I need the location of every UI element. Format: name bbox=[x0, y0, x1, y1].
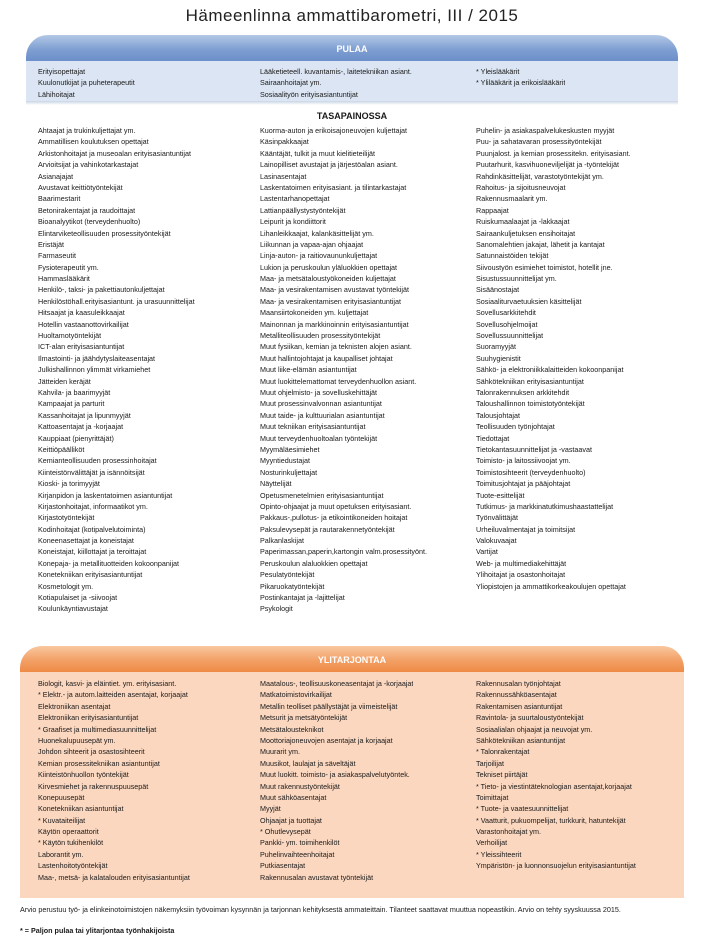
occupation-item: Kauppiaat (pienyrittäjät) bbox=[38, 433, 114, 443]
occupation-item: Psykologit bbox=[260, 604, 293, 614]
occupation-item: Pesulatyöntekijät bbox=[260, 570, 315, 580]
occupation-item: Opetusmenetelmien erityisasiantuntijat bbox=[260, 490, 384, 500]
occupation-item: Paksulevysepät ja rautarakennetyöntekijät bbox=[260, 524, 395, 534]
occupation-item: Pankki- ym. toimihenkilöt bbox=[260, 838, 340, 848]
occupation-item: Lattianpäällystystyöntekijät bbox=[260, 205, 346, 215]
occupation-item: Kuorma-auton ja erikoisajoneuvojen kuljettajat bbox=[260, 126, 408, 135]
occupation-item: Metsurit ja metsätyöntekijät bbox=[260, 713, 348, 723]
occupation-item: Pikaruokatyöntekijät bbox=[260, 581, 325, 591]
occupation-item: Rahoitus- ja sijoitusneuvojat bbox=[476, 182, 566, 192]
occupation-item: Muut ohjelmisto- ja sovelluskehittäjät bbox=[260, 387, 378, 397]
occupation-item: * Kuvataiteilijat bbox=[38, 815, 86, 825]
occupation-item: Maatalous-, teollisuuskoneasentajat ja -korjaajat bbox=[260, 679, 414, 688]
occupation-item: Farmaseutit bbox=[38, 251, 76, 261]
occupation-item: Maa-, metsä- ja kalatalouden erityisasiantuntijat bbox=[38, 872, 190, 882]
occupation-item: Keittiöpäälliköt bbox=[38, 444, 85, 454]
occupation-item: Huoltamotyöntekijät bbox=[38, 331, 102, 341]
occupation-item: Rakennusalan työnjohtajat bbox=[476, 679, 561, 688]
occupation-item: Sairaanhoitajat ym. bbox=[260, 78, 322, 88]
occupation-item: Muurarit ym. bbox=[260, 747, 300, 757]
occupation-item: Yliopistojen ja ammattikorkeakoulujen opettajat bbox=[476, 581, 626, 591]
occupation-item: Myyjät bbox=[260, 804, 281, 814]
occupation-item: Ruiskumaalaajat ja -lakkaajat bbox=[476, 217, 570, 227]
occupation-item: Satunnaistöiden tekijät bbox=[476, 251, 549, 261]
occupation-item: Teollisuuden työnjohtajat bbox=[476, 422, 555, 432]
occupation-item: Matkatoimistovirkailijat bbox=[260, 690, 332, 700]
occupation-item: Toimistosihteerit (terveydenhuolto) bbox=[476, 467, 586, 477]
occupation-item: Jätteiden keräjät bbox=[38, 376, 91, 386]
occupation-item: Ammatillisen koulutuksen opettajat bbox=[38, 137, 149, 147]
occupation-item: Kääntäjät, tulkit ja muut kielitieteilijät bbox=[260, 148, 376, 158]
occupation-item: Kiinteistönhuollon työntekijät bbox=[38, 770, 129, 780]
occupation-item: Sosiaalityön erityisasiantuntijat bbox=[260, 89, 358, 99]
occupation-item: Taloushallinnon toimistotyöntekijät bbox=[476, 399, 585, 409]
occupation-item: * Ohutlevysepät bbox=[260, 827, 311, 837]
occupation-item: Kiinteistönvälittäjät ja isännöitsijät bbox=[38, 467, 145, 477]
occupation-item: Eristäjät bbox=[38, 239, 64, 249]
ylitarjontaa-column-1 bbox=[38, 678, 190, 883]
occupation-item: Muut rakennustyöntekijät bbox=[260, 781, 340, 791]
pulaa-column-2 bbox=[260, 66, 412, 100]
occupation-item: Paperimassan,paperin,kartongin valm.prosessityönt. bbox=[260, 547, 427, 557]
occupation-item: Sovellusarkkitehdit bbox=[476, 308, 536, 318]
occupation-item: Sisustussuunnittelijat ym. bbox=[476, 274, 557, 284]
occupation-item: Siivoustyön esimiehet toimistot, hotellit jne. bbox=[476, 262, 613, 272]
occupation-item: Baarimestarit bbox=[38, 194, 81, 204]
occupation-item: Kotiapulaiset ja -siivoojat bbox=[38, 593, 118, 603]
occupation-item: Talousjohtajat bbox=[476, 410, 520, 420]
occupation-item: Sisäänostajat bbox=[476, 285, 520, 295]
occupation-item: Tiedottajat bbox=[476, 433, 510, 443]
occupation-item: Talonrakennuksen arkkitehdit bbox=[476, 387, 570, 397]
occupation-item: Betonirakentajat ja raudoittajat bbox=[38, 205, 136, 215]
occupation-item: Myymäläesimiehet bbox=[260, 444, 320, 454]
occupation-item: Ylihoitajat ja osastonhoitajat bbox=[476, 570, 566, 580]
occupation-item: * Ylilääkärit ja erikoislääkärit bbox=[476, 78, 566, 88]
page-title: Hämeenlinna ammattibarometri, III / 2015 bbox=[185, 6, 519, 25]
occupation-item: Elintarviketeollisuuden prosessityöntekijät bbox=[38, 228, 171, 238]
occupation-item: Sairaankuljetuksen ensihoitajat bbox=[476, 228, 576, 238]
occupation-item: Lihanleikkaajat, kalankäsittelijät ym. bbox=[260, 228, 374, 238]
occupation-item: Kirjastotyöntekijät bbox=[38, 513, 95, 523]
occupation-item: Kirjanpidon ja laskentatoimen asiantuntijat bbox=[38, 490, 173, 500]
occupation-item: Muut sähköasentajat bbox=[260, 792, 327, 802]
occupation-item: * Graafiset ja multimediasuunnittelijat bbox=[38, 724, 157, 734]
occupation-item: * Yleissihteerit bbox=[476, 849, 522, 859]
ylitarjontaa-column-2 bbox=[260, 678, 413, 883]
occupation-item: Kosmetologit ym. bbox=[38, 581, 94, 591]
ylitarjontaa-header: YLITARJONTAA bbox=[20, 646, 684, 672]
occupation-item: Koneistajat, kiillottajat ja teroittajat bbox=[38, 547, 147, 557]
occupation-item: Rakentamisen asiantuntijat bbox=[476, 701, 563, 711]
occupation-item: Web- ja multimediakehittäjät bbox=[476, 558, 567, 568]
occupation-item: Ympäristön- ja luonnonsuojelun erityisasiantuntijat bbox=[476, 861, 636, 871]
occupation-item: Lukion ja peruskoulun yläluokkien opettajat bbox=[260, 262, 398, 272]
occupation-item: Elektroniikan erityisasiantuntijat bbox=[38, 713, 139, 723]
occupation-item: Lastenhoitotyöntekijät bbox=[38, 861, 108, 871]
occupation-item: Kemianteollisuuden prosessinhoitajat bbox=[38, 456, 157, 466]
occupation-item: Tarjoilijat bbox=[476, 758, 504, 768]
occupation-item: * Elektr.- ja autom.laitteiden asentajat, korjaajat bbox=[38, 690, 188, 700]
occupation-item: * Tuote- ja vaatesuunnittelijat bbox=[476, 804, 569, 814]
occupation-item: Vartijat bbox=[476, 547, 498, 557]
occupation-item: Kuulonutkijat ja puheterapeutit bbox=[38, 78, 135, 88]
tasapainossa-column-2 bbox=[260, 125, 427, 615]
occupation-item: Biologit, kasvi- ja eläintiet. ym. erityisasiant. bbox=[38, 679, 177, 688]
occupation-item: Myyntiedustajat bbox=[260, 456, 310, 466]
occupation-item: Sosiaaliturvaetuuksien käsittelijät bbox=[476, 296, 582, 306]
pulaa-shadow bbox=[26, 101, 678, 105]
occupation-item: Koulunkäyntiavustajat bbox=[38, 604, 108, 614]
occupation-item: Linja-auton- ja raitiovaununkuljettajat bbox=[260, 251, 378, 261]
occupation-item: Muut tekniikan erityisasiantuntijat bbox=[260, 422, 366, 432]
occupation-item: * Tieto- ja viestintäteknologian asentajat,korjaajat bbox=[476, 781, 632, 791]
legend: * = Paljon pulaa tai ylitarjontaa työnhakijoista bbox=[20, 926, 175, 935]
occupation-item: Muut terveydenhuoltoalan työntekijät bbox=[260, 433, 378, 443]
occupation-item: Muut liike-elämän asiantuntijat bbox=[260, 365, 357, 375]
occupation-item: Lasinasentajat bbox=[260, 171, 307, 181]
occupation-item: Kodinhoitajat (kotipalvelutoiminta) bbox=[38, 524, 146, 534]
occupation-item: Avustavat keittiötyöntekijät bbox=[38, 182, 123, 192]
occupation-item: Muut hallintojohtajat ja kaupalliset johtajat bbox=[260, 353, 393, 363]
occupation-item: Ilmastointi- ja jäähdytyslaiteasentajat bbox=[38, 353, 156, 363]
occupation-item: Kioski- ja torimyyjät bbox=[38, 479, 100, 489]
occupation-item: Koneenasettajat ja koneistajat bbox=[38, 536, 134, 546]
occupation-item: Henkilöstöhall.erityisasiantunt. ja urasuunnittelijat bbox=[38, 296, 195, 306]
occupation-item: Toimisto- ja laitossiivoojat ym. bbox=[476, 456, 571, 466]
occupation-item: Erityisopettajat bbox=[38, 67, 86, 76]
occupation-item: * Talonrakentajat bbox=[476, 747, 530, 757]
occupation-item: Sähkö- ja elektroniikkalaitteiden kokoonpanijat bbox=[476, 365, 624, 375]
occupation-item: Konepuusepät bbox=[38, 792, 85, 802]
occupation-item: Hotellin vastaanottovirkailijat bbox=[38, 319, 129, 329]
occupation-item: Pakkaus-,pullotus- ja etikointikoneiden hoitajat bbox=[260, 513, 408, 523]
occupation-item: * Vaatturit, pukuompelijat, turkkurit, hatuntekijät bbox=[476, 815, 626, 825]
ylitarjontaa-column-3 bbox=[476, 678, 636, 872]
occupation-item: Maa- ja metsätaloustyökoneiden kuljettajat bbox=[260, 274, 396, 284]
occupation-item: Ahtaajat ja trukinkuljettajat ym. bbox=[38, 126, 136, 135]
occupation-item: Moottoriajoneuvojen asentajat ja korjaajat bbox=[260, 735, 393, 745]
occupation-item: Hitsaajat ja kaasuleikkaajat bbox=[38, 308, 125, 318]
occupation-item: Tekniset piirtäjät bbox=[476, 770, 528, 780]
occupation-item: Arkistonhoitajat ja museoalan erityisasiantuntijat bbox=[38, 148, 192, 158]
occupation-item: Työnvälittäjät bbox=[476, 513, 518, 523]
occupation-item: Puunjalost. ja kemian prosessitekn. erityisasiant. bbox=[476, 148, 631, 158]
occupation-item: Muut taide- ja kulttuurialan asiantuntijat bbox=[260, 410, 385, 420]
occupation-item: Tutkimus- ja markkinatutkimushaastattelijat bbox=[476, 501, 614, 511]
occupation-item: Sähkötekniikan asiantuntijat bbox=[476, 735, 566, 745]
occupation-item: Konepaja- ja metallituotteiden kokoonpanijat bbox=[38, 558, 180, 568]
occupation-item: Ravintola- ja suurtaloustyöntekijät bbox=[476, 713, 584, 723]
occupation-item: Tuote-esittelijät bbox=[476, 490, 525, 500]
pulaa-column-3 bbox=[476, 66, 565, 89]
occupation-item: Sovellussuunnittelijat bbox=[476, 331, 544, 341]
occupation-item: Suoramyyjät bbox=[476, 342, 516, 352]
occupation-item: Ohjaajat ja tuottajat bbox=[260, 815, 322, 825]
occupation-item: Metalliteollisuuden prosessityöntekijät bbox=[260, 331, 381, 341]
occupation-item: Puu- ja sahatavaran prosessityöntekijät bbox=[476, 137, 602, 147]
occupation-item: Muut luokitt. toimisto- ja asiakaspalvelutyöntek. bbox=[260, 770, 410, 780]
occupation-item: Peruskoulun alaluokkien opettajat bbox=[260, 558, 368, 568]
occupation-item: Leipurit ja kondiittorit bbox=[260, 217, 326, 227]
occupation-item: Muut luokittelemattomat terveydenhuollon asiant. bbox=[260, 376, 417, 386]
occupation-item: Valokuvaajat bbox=[476, 536, 517, 546]
occupation-item: Verhoilijat bbox=[476, 838, 508, 848]
occupation-item: Laskentatoimen erityisasiant. ja tilintarkastajat bbox=[260, 182, 407, 192]
occupation-item: Fysioterapeutit ym. bbox=[38, 262, 99, 272]
occupation-item: Putkiasentajat bbox=[260, 861, 306, 871]
occupation-item: Mainonnan ja markkinoinnin erityisasiantuntijat bbox=[260, 319, 409, 329]
occupation-item: Kassanhoitajat ja lipunmyyjät bbox=[38, 410, 131, 420]
occupation-item: Toimitusjohtajat ja pääjohtajat bbox=[476, 479, 571, 489]
pulaa-header: PULAA bbox=[26, 35, 678, 61]
occupation-item: Julkishallinnon ylimmät virkamiehet bbox=[38, 365, 151, 375]
occupation-item: Arvioitsijat ja vahinkotarkastajat bbox=[38, 160, 139, 170]
occupation-item: Sähkötekniikan erityisasiantuntijat bbox=[476, 376, 584, 386]
occupation-item: Maa- ja vesirakentamisen avustavat työntekijät bbox=[260, 285, 410, 295]
occupation-item: Sovellusohjelmoijat bbox=[476, 319, 538, 329]
occupation-item: Sosiaalialan ohjaajat ja neuvojat ym. bbox=[476, 724, 593, 734]
occupation-item: Kirvesmiehet ja rakennuspuusepät bbox=[38, 781, 149, 791]
occupation-item: Muusikot, laulajat ja säveltäjät bbox=[260, 758, 356, 768]
occupation-item: Rakennussähköasentajat bbox=[476, 690, 557, 700]
occupation-item: Kirjastonhoitajat, informaatikot ym. bbox=[38, 501, 148, 511]
occupation-item: Rakennusmaalarit ym. bbox=[476, 194, 548, 204]
occupation-item: Toimittajat bbox=[476, 792, 509, 802]
occupation-item: Konetekniikan asiantuntijat bbox=[38, 804, 124, 814]
occupation-item: Lainopilliset avustajat ja järjestöalan asiant. bbox=[260, 160, 398, 170]
occupation-item: Rahdinkäsittelijät, varastotyöntekijät ym. bbox=[476, 171, 604, 181]
tasapainossa-column-3 bbox=[476, 125, 631, 592]
occupation-item: Puhelinvaihteenhoitajat bbox=[260, 849, 335, 859]
occupation-item: Näyttelijät bbox=[260, 479, 292, 489]
occupation-item: Kahvila- ja baarimyyjät bbox=[38, 387, 111, 397]
pulaa-column-1 bbox=[38, 66, 135, 100]
occupation-item: * Yleislääkärit bbox=[476, 67, 520, 76]
occupation-item: Tietokantasuunnittelijat ja -vastaavat bbox=[476, 444, 592, 454]
occupation-item: Lääketieteell. kuvantamis-, laitetekniikan asiant. bbox=[260, 67, 412, 76]
occupation-item: Liikunnan ja vapaa-ajan ohjaajat bbox=[260, 239, 364, 249]
occupation-item: Sanomalehtien jakajat, lähetit ja kantajat bbox=[476, 239, 605, 249]
tasapainossa-column-1 bbox=[38, 125, 195, 615]
occupation-item: ICT-alan erityisasiantuntijat bbox=[38, 342, 125, 352]
occupation-item: Puhelin- ja asiakaspalvelukeskusten myyjät bbox=[476, 126, 615, 135]
occupation-item: Käsinpakkaajat bbox=[260, 137, 309, 147]
occupation-item: Muut fysiikan, kemian ja teknisten alojen asiant. bbox=[260, 342, 412, 352]
occupation-item: Kemian prosessitekniikan asiantuntijat bbox=[38, 758, 160, 768]
tasapainossa-header: TASAPAINOSSA bbox=[316, 111, 388, 121]
occupation-item: Maansiirtokoneiden ym. kuljettajat bbox=[260, 308, 369, 318]
occupation-item: Lastentarhanopettajat bbox=[260, 194, 330, 204]
occupation-item: Palkanlaskijat bbox=[260, 536, 304, 546]
occupation-item: Huonekalupuusepät ym. bbox=[38, 735, 116, 745]
occupation-item: Varastonhoitajat ym. bbox=[476, 827, 541, 837]
occupation-item: Puutarhurit, kasvihuoneviljelijät ja -työntekijät bbox=[476, 160, 620, 170]
occupation-item: Laborantit ym. bbox=[38, 849, 84, 859]
occupation-item: Nosturinkuljettajat bbox=[260, 467, 318, 477]
occupation-item: Metallin teolliset päällystäjät ja viimeistelijät bbox=[260, 701, 398, 711]
occupation-item: Käytön operaattorit bbox=[38, 827, 99, 837]
occupation-item: Opinto-ohjaajat ja muut opetuksen erityisasiant. bbox=[260, 501, 412, 511]
occupation-item: Postinkantajat ja -lajittelijat bbox=[260, 593, 345, 603]
occupation-item: Henkilö-, taksi- ja pakettiautonkuljettajat bbox=[38, 285, 165, 295]
occupation-item: Urheiluvalmentajat ja toimitsijat bbox=[476, 524, 576, 534]
occupation-item: Elektroniikan asentajat bbox=[38, 701, 111, 711]
occupation-item: Metsätalousteknikot bbox=[260, 724, 324, 734]
occupation-item: Rakennusalan avustavat työntekijät bbox=[260, 872, 374, 882]
occupation-item: Kampaajat ja parturit bbox=[38, 399, 105, 409]
occupation-item: Konetekniikan erityisasiantuntijat bbox=[38, 570, 143, 580]
occupation-item: Asianajajat bbox=[38, 171, 74, 181]
occupation-item: Lähihoitajat bbox=[38, 89, 75, 99]
occupation-item: Suuhygienistit bbox=[476, 353, 521, 363]
occupation-item: Kattoasentajat ja -korjaajat bbox=[38, 422, 124, 432]
occupation-item: Muut prosessinvalvonnan asiantuntijat bbox=[260, 399, 382, 409]
occupation-item: Hammaslääkärit bbox=[38, 274, 90, 284]
occupation-item: Rappaajat bbox=[476, 205, 509, 215]
occupation-item: Bioanalyytikot (terveydenhuolto) bbox=[38, 217, 141, 227]
occupation-item: Johdon sihteerit ja osastosihteerit bbox=[38, 747, 145, 757]
occupation-item: * Käytön tukihenkilöt bbox=[38, 838, 104, 848]
occupation-item: Maa- ja vesirakentamisen erityisasiantuntijat bbox=[260, 296, 402, 306]
footnote: Arvio perustuu työ- ja elinkeinotoimistojen näkemyksiin työvoiman kysynnän ja tarjonnan kehityksestä ammateittain. Tilanteet saattavat muuttua nopeastikin. Arvio on tehty syyskuussa 2015. bbox=[20, 905, 621, 914]
